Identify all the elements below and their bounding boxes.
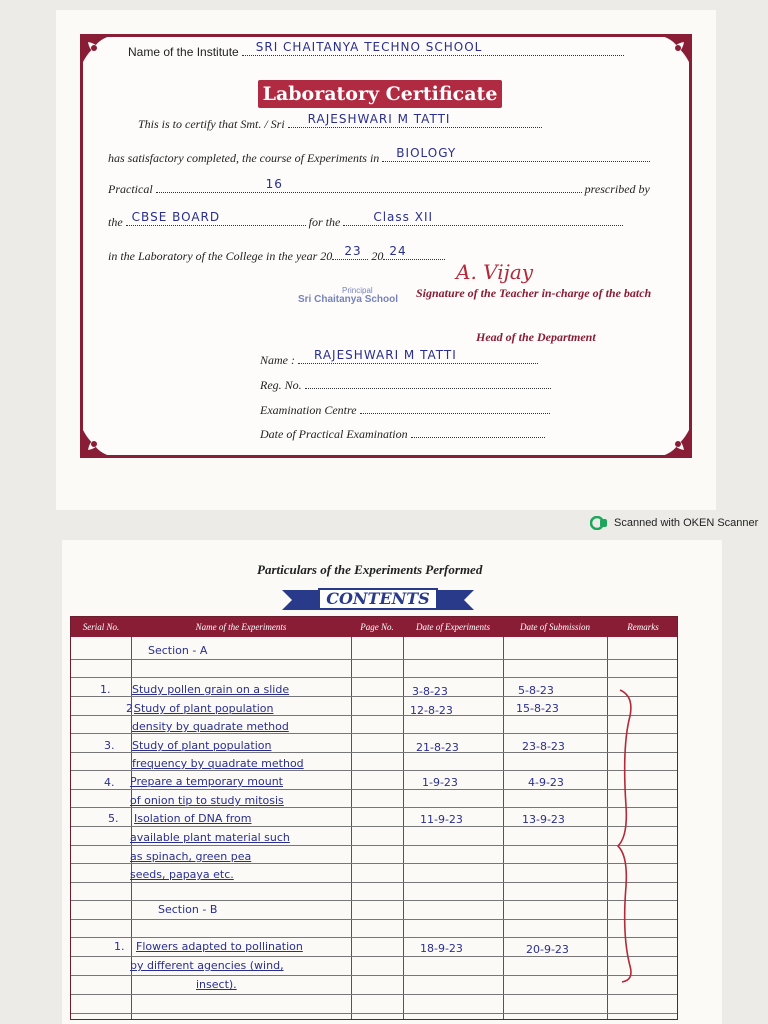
exp-5-line-4: seeds, papaya etc. — [130, 868, 234, 881]
exp-4-line-1: Prepare a temporary mount — [130, 775, 283, 788]
col-date-sub: Date of Submission — [519, 622, 590, 632]
exp-3-serial: 3. — [104, 739, 115, 752]
for-the-label: for the — [308, 215, 341, 229]
col-date-exp: Date of Experiments — [416, 622, 490, 632]
contents-banner — [280, 586, 476, 614]
table-rule — [71, 659, 677, 660]
exp-2-date-sub: 15-8-23 — [516, 702, 559, 715]
table-rule — [71, 677, 677, 678]
exp-2-serial: 2. — [126, 702, 137, 715]
completed-row — [108, 146, 650, 166]
exp-2-line-1: Study of plant population — [134, 702, 274, 715]
table-rule — [71, 845, 677, 846]
table-rule — [71, 807, 677, 808]
exp-b1-line-2: by different agencies (wind, — [130, 959, 284, 972]
exp-5-line-2: available plant material such — [130, 831, 290, 844]
scanner-logo-icon — [590, 516, 608, 530]
class-value: Class XII — [373, 210, 434, 224]
exp-4-date-sub: 4-9-23 — [528, 776, 564, 789]
name-row — [260, 348, 538, 368]
table-rule — [71, 715, 677, 716]
board-value: CBSE BOARD — [131, 210, 221, 224]
section-b-label: Section - B — [158, 903, 218, 916]
teacher-signature: A. Vijay — [456, 260, 534, 284]
particulars-heading: Particulars of the Experiments Performed — [257, 562, 483, 577]
institute-value: SRI CHAITANYA TECHNO SCHOOL — [255, 40, 483, 54]
exp-5-date-exp: 11-9-23 — [420, 813, 463, 826]
table-rule — [71, 882, 677, 883]
name-value: RAJESHWARI M TATTI — [314, 348, 457, 362]
exam-centre-row — [260, 402, 550, 418]
exp-3-date-sub: 23-8-23 — [522, 740, 565, 753]
year-row — [108, 244, 445, 264]
table-rule — [71, 863, 677, 864]
institute-row — [128, 40, 624, 60]
exp-1-date-exp: 3-8-23 — [412, 685, 448, 698]
exp-3-date-exp: 21-8-23 — [416, 741, 459, 754]
name-label: Name : — [260, 353, 295, 367]
student-name: RAJESHWARI M TATTI — [307, 112, 451, 126]
contents-title: CONTENTS — [318, 588, 438, 610]
ornament-corner-icon — [648, 414, 692, 458]
exp-b1-line-3: insect). — [196, 978, 237, 991]
table-rule — [71, 826, 677, 827]
exp-b1-date-exp: 18-9-23 — [420, 942, 463, 955]
exp-2-line-2: density by quadrate method — [132, 720, 289, 733]
remarks-brace-icon — [612, 686, 640, 986]
table-rule — [71, 733, 677, 734]
year-to: 24 — [389, 244, 407, 258]
scanner-label: Scanned with OKEN Scanner — [614, 517, 759, 529]
practical-count: 16 — [265, 177, 283, 191]
table-rule — [71, 696, 677, 697]
the-label: the — [108, 215, 123, 229]
exp-5-line-1: Isolation of DNA from — [134, 812, 252, 825]
table-rule — [71, 919, 677, 920]
practical-label: Practical — [108, 182, 153, 196]
ornament-corner-icon — [80, 414, 124, 458]
exp-4-line-2: of onion tip to study mitosis — [130, 794, 284, 807]
certificate-title: Laboratory Certificate — [258, 80, 502, 108]
exp-5-serial: 5. — [108, 812, 119, 825]
certify-label: This is to certify that Smt. / Sri — [138, 117, 285, 131]
exp-1-date-sub: 5-8-23 — [518, 684, 554, 697]
reg-label: Reg. No. — [260, 378, 302, 392]
table-rule — [71, 752, 677, 753]
certify-row — [138, 112, 542, 132]
table-rule — [71, 956, 677, 957]
prescribed-label: prescribed by — [584, 182, 650, 196]
exp-4-serial: 4. — [104, 776, 115, 789]
subject-value: BIOLOGY — [396, 146, 457, 160]
exam-date-row — [260, 426, 545, 442]
table-rule — [71, 789, 677, 790]
year-label: in the Laboratory of the College in the year 20 — [108, 249, 333, 263]
table-rule — [71, 1013, 677, 1014]
col-serial: Serial No. — [82, 622, 120, 632]
school-stamp: Principal Sri Chaitanya School — [298, 286, 399, 305]
table-rule — [71, 770, 677, 771]
exp-b1-serial: 1. — [114, 940, 125, 953]
scanner-watermark — [590, 516, 758, 530]
exp-b1-date-sub: 20-9-23 — [526, 943, 569, 956]
ornament-corner-icon — [80, 34, 124, 78]
hod-label: Head of the Department — [476, 330, 596, 344]
col-remarks: Remarks — [627, 622, 659, 632]
col-page: Page No. — [360, 622, 394, 632]
table-rule — [71, 975, 677, 976]
table-rule — [71, 937, 677, 938]
exp-5-line-3: as spinach, green pea — [130, 850, 252, 863]
col-name: Name of the Experiments — [195, 622, 287, 632]
exp-4-date-exp: 1-9-23 — [422, 776, 458, 789]
completed-label: has satisfactory completed, the course of Experiments in — [108, 151, 380, 165]
exp-1-serial: 1. — [100, 683, 111, 696]
section-a-label: Section - A — [148, 644, 208, 657]
exp-1-line-1: Study pollen grain on a slide — [132, 683, 290, 696]
table-rule — [71, 900, 677, 901]
exp-3-line-1: Study of plant population — [132, 739, 272, 752]
teacher-signature-label: Signature of the Teacher in-charge of the batch — [416, 286, 652, 300]
table-header — [71, 617, 677, 637]
exam-date-label: Date of Practical Examination — [260, 427, 408, 441]
exam-centre-label: Examination Centre — [260, 403, 357, 417]
reg-row — [260, 377, 551, 393]
exp-3-line-2: frequency by quadrate method — [132, 757, 304, 770]
ornament-corner-icon — [648, 34, 692, 78]
table-rule — [71, 994, 677, 995]
exp-5-date-sub: 13-9-23 — [522, 813, 565, 826]
exp-2-date-exp: 12-8-23 — [410, 704, 453, 717]
year-mid-label: 20 — [371, 249, 384, 263]
exp-b1-line-1: Flowers adapted to pollination — [136, 940, 303, 953]
year-from: 23 — [344, 244, 362, 258]
institute-label: Name of the Institute — [128, 45, 239, 59]
practical-row — [108, 177, 650, 197]
board-row — [108, 210, 623, 230]
